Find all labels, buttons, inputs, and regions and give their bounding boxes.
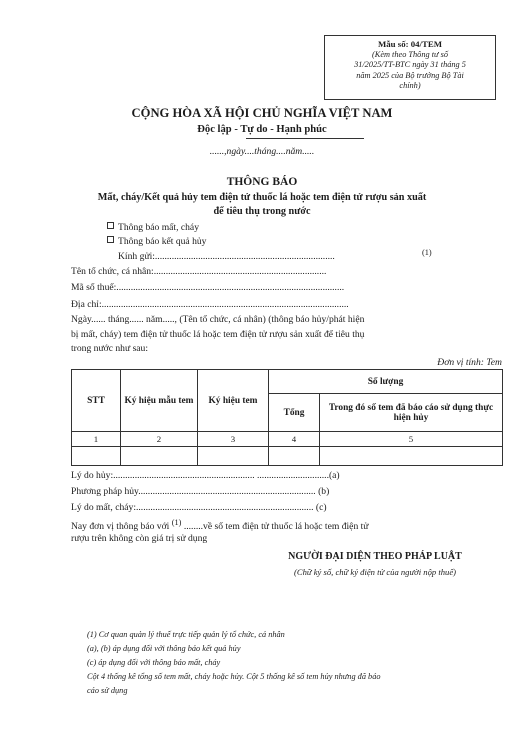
signature-note: (Chữ ký số, chữ ký điện tử của người nộp thuế) <box>294 567 456 577</box>
signature-title: NGƯỜI ĐẠI DIỆN THEO PHÁP LUẬT <box>288 551 462 562</box>
footnote: (1) Cơ quan quản lý thuế trực tiếp quản lý tổ chức, cá nhân <box>87 630 285 639</box>
checkbox-icon[interactable] <box>107 222 114 229</box>
declaration-text: Nay đơn vị thông báo với <box>71 521 170 533</box>
country-header: CỘNG HÒA XÃ HỘI CHỦ NGHĨA VIỆT NAM <box>131 106 393 120</box>
table-cell[interactable] <box>121 447 198 466</box>
col-header-total: Tổng <box>269 394 320 432</box>
recipient-footnote-ref: (1) <box>422 248 432 257</box>
date-line: ......,ngày....tháng....năm..... <box>209 146 315 157</box>
table-cell[interactable] <box>320 447 503 466</box>
table-cell: 2 <box>121 432 198 447</box>
footnote: (a), (b) áp dụng đối với thông báo kết quả hủy <box>87 644 241 653</box>
col-header-symbol-form: Ký hiệu mẫu tem <box>121 370 198 432</box>
form-note-line: chính) <box>399 81 421 91</box>
method-field: Phương pháp hủy.......................................................................... (b) <box>71 486 330 497</box>
footnote: Cột 4 thống kê tổng số tem mất, cháy hoặc hủy. Cột 5 thống kê số tem hủy nhưng đã báo <box>87 672 381 681</box>
option-destroy-result[interactable] <box>107 236 206 247</box>
body-text-line: bị mất, cháy) tem điện tử thuốc lá hoặc tem điện tử rượu sản xuất để tiêu thụ <box>71 329 365 340</box>
option-label: Thông báo kết quả hủy <box>118 236 207 247</box>
body-text-line: trong nước như sau: <box>71 343 149 354</box>
document-subtitle-2: để tiêu thụ trong nước <box>213 206 311 217</box>
col-header-used: Trong đó số tem đã báo cáo sử dụng thực hiện hủy <box>320 394 503 432</box>
body-text-line: Ngày...... tháng...... năm....., (Tên tổ chức, cá nhân) (thông báo hủy/phát hiện <box>71 314 365 325</box>
footnote: cáo sử dụng <box>87 686 128 695</box>
col-header-quantity: Số lượng <box>269 370 503 394</box>
unit-label: Đơn vị tính: Tem <box>437 357 502 368</box>
option-label: Thông báo mất, cháy <box>118 222 199 233</box>
col-header-stt: STT <box>72 370 121 432</box>
table-row <box>72 447 503 466</box>
col-header-symbol: Ký hiệu tem <box>198 370 269 432</box>
checkbox-icon[interactable] <box>107 236 114 243</box>
recipient-field: Kính gửi:........................................................................... <box>118 251 335 262</box>
table-cell[interactable] <box>198 447 269 466</box>
document-title: THÔNG BÁO <box>226 176 298 188</box>
table-cell: 3 <box>198 432 269 447</box>
form-code-box <box>324 35 496 100</box>
form-note-line: năm 2025 của Bộ trưởng Bộ Tài <box>356 70 464 80</box>
address-field: Địa chỉ:....................................................................................................... <box>71 299 349 310</box>
motto-underline <box>246 138 364 139</box>
document-subtitle: Mất, cháy/Kết quả hủy tem điện tử thuốc lá hoặc tem điện tử rượu sản xuất <box>97 192 427 203</box>
table-cell[interactable] <box>269 447 320 466</box>
form-code: Mẫu số: 04/TEM <box>377 39 443 49</box>
declaration-footnote-ref: (1) <box>171 518 182 527</box>
org-name-field: Tên tổ chức, cá nhân:........................................................................ <box>71 266 327 277</box>
table-cell: 1 <box>72 432 121 447</box>
declaration-text: ........về số tem điện tử thuốc lá hoặc tem điện tử <box>183 521 369 533</box>
reason-field: Lý do hủy:........................................................... ..............................(a) <box>71 470 340 481</box>
table-index-row <box>72 432 503 447</box>
table-cell: 4 <box>269 432 320 447</box>
table-cell: 5 <box>320 432 503 447</box>
footnote: (c) áp dụng đối với thông báo mất, cháy <box>87 658 221 667</box>
stamp-quantity-table <box>71 369 503 466</box>
option-loss[interactable] <box>107 222 199 233</box>
motto: Độc lập - Tự do - Hạnh phúc <box>197 124 327 135</box>
table-cell[interactable] <box>72 447 121 466</box>
declaration-line <box>71 518 369 532</box>
form-note-line: (Kèm theo Thông tư số <box>372 49 448 59</box>
loss-reason-field: Lý do mất, cháy:.......................................................................... (c) <box>71 502 327 513</box>
declaration-line-2: rượu trên không còn giá trị sử dụng <box>71 533 208 544</box>
form-note-line: 31/2025/TT-BTC ngày 31 tháng 5 <box>354 60 466 70</box>
tax-code-field: Mã số thuế:............................................................................................... <box>71 282 345 293</box>
